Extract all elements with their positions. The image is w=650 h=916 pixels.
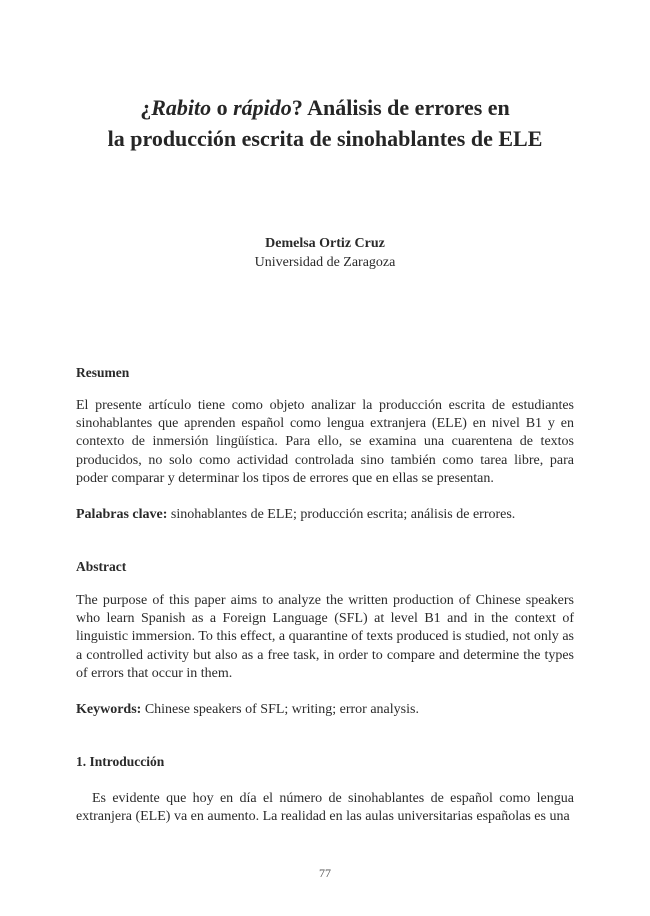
introduccion-heading: 1. Introducción <box>76 754 165 769</box>
paper-title <box>60 92 590 154</box>
title-open-question: ¿ <box>140 95 152 120</box>
abstract-keywords <box>76 701 574 719</box>
author-name: Demelsa Ortiz Cruz <box>265 236 385 251</box>
resumen-heading: Resumen <box>76 365 130 380</box>
resumen-keywords <box>76 506 574 524</box>
title-line-2: la producción escrita de sinohablantes de ELE <box>107 126 543 151</box>
abstract-keywords-text: Chinese speakers of SFL; writing; error analysis. <box>141 702 419 717</box>
abstract-heading: Abstract <box>76 559 127 574</box>
introduccion-paragraph: Es evidente que hoy en día el número de sinohablantes de español como lengua extranjera (ELE) va en aumento. La realidad en las aulas universitarias españolas es una <box>76 791 574 825</box>
title-line-1 <box>60 92 590 123</box>
title-line-1-rest: ? Análisis de errores en <box>291 95 510 120</box>
resumen-keywords-text: sinohablantes de ELE; producción escrita; análisis de errores. <box>167 507 516 522</box>
author-affiliation: Universidad de Zaragoza <box>254 255 396 270</box>
title-word-rapido: rápido <box>233 95 292 120</box>
title-word-rabito: Rabito <box>151 95 212 120</box>
resumen-keywords-label: Palabras clave: <box>76 507 168 522</box>
abstract-keywords-label: Keywords: <box>76 702 142 717</box>
title-conjunction: o <box>211 95 234 120</box>
abstract-paragraph: The purpose of this paper aims to analyze the written production of Chinese speakers who learn Spanish as a Foreign Language (SFL) at level B1 and in the context of linguistic immersion. To this effect, a quarantine of texts produced is studied, not only as a controlled activity but also as a free task, in order to compare and determine the types of errors that occur in them. <box>76 593 574 681</box>
page-number: 77 <box>319 866 331 880</box>
resumen-paragraph: El presente artículo tiene como objeto analizar la producción escrita de estudiantes sinohablantes que aprenden español como lengua extranjera (ELE) en nivel B1 y en contexto de inmersión lingüística. Para ello, se examina una cuarentena de textos producidos, no solo como actividad controlada sino también como tarea libre, para poder comparar y determinar los tipos de errores que en ellas se presentan. <box>76 398 574 486</box>
author-block <box>0 234 650 272</box>
